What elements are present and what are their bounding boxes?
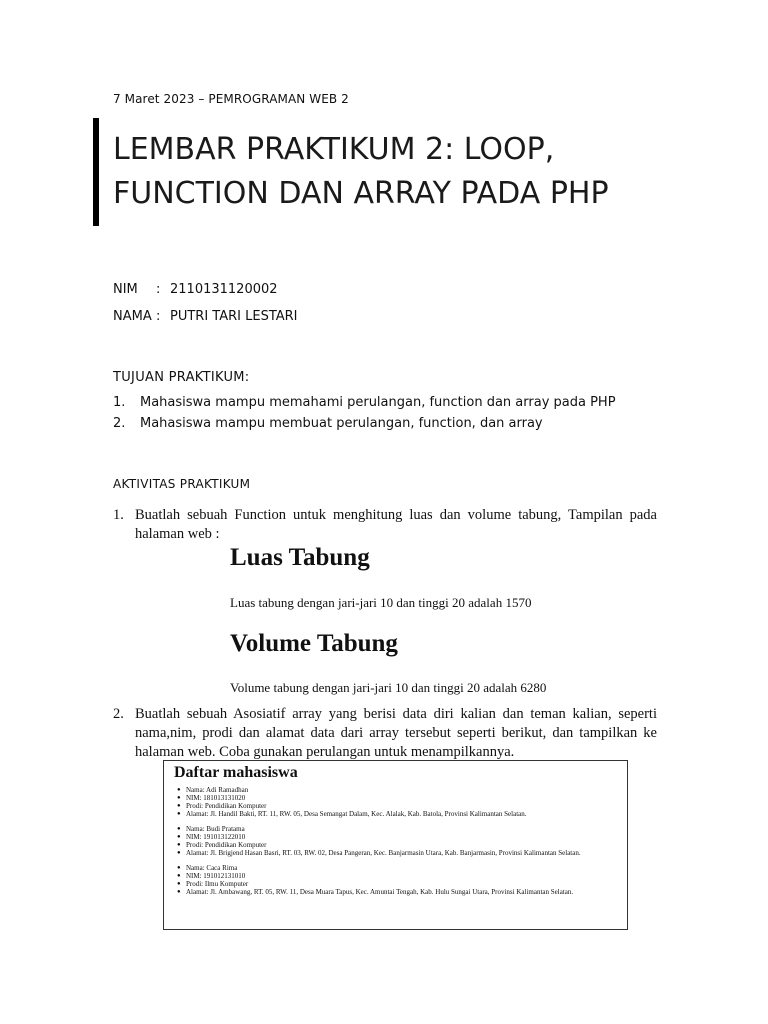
student-list-screenshot [163, 760, 628, 930]
objectives-heading: TUJUAN PRAKTIKUM: [113, 370, 250, 385]
objective-item [113, 395, 616, 410]
student-entry [174, 825, 617, 857]
student-nim: ● NIM: 191013122010 [186, 833, 617, 841]
title-line-2: FUNCTION DAN ARRAY PADA PHP [113, 176, 609, 211]
activity-number: 2. [113, 706, 124, 722]
objective-number: 1. [113, 395, 126, 410]
nim-value: 2110131120002 [170, 282, 278, 297]
student-alamat: ● Alamat: Jl. Ambawang, RT. 05, RW. 11, Desa Muara Tapus, Kec. Amuntai Tengah, Kab. Hulu Sungai Utara, Provinsi Kalimantan Selatan. [186, 888, 617, 896]
volume-heading: Volume Tabung [230, 630, 398, 657]
student-alamat: ● Alamat: Jl. Handil Bakti, RT. 11, RW. 05, Desa Semangat Dalam, Kec. Alalak, Kab. Batola, Provinsi Kalimantan Selatan. [186, 810, 617, 818]
name-label: NAMA [113, 309, 152, 324]
student-prodi: ● Prodi: Pendidikan Komputer [186, 802, 617, 810]
student-list-heading: Daftar mahasiswa [174, 764, 298, 781]
luas-text: Luas tabung dengan jari-jari 10 dan tinggi 20 adalah 1570 [230, 595, 532, 610]
title-accent-bar [93, 118, 99, 226]
nim-row [113, 282, 278, 297]
activity-text: Buatlah sebuah Asosiatif array yang berisi data diri kalian dan teman kalian, seperti nama,nim, prodi dan alamat data dari array tersebut seperti berikut, dan tampilkan ke halaman web. Coba gunakan perulangan untuk menampilkannya. [135, 706, 657, 760]
nim-separator: : [156, 282, 161, 297]
activity-item [113, 506, 657, 544]
student-nama: ● Nama: Budi Pratama [186, 825, 617, 833]
student-entry [174, 864, 617, 896]
activity-text: Buatlah sebuah Function untuk menghitung luas dan volume tabung, Tampilan pada halaman web : [135, 507, 657, 542]
nim-label: NIM [113, 282, 138, 297]
student-nim: ● NIM: 191012131010 [186, 872, 617, 880]
student-prodi: ● Prodi: Pendidikan Komputer [186, 841, 617, 849]
objective-text: Mahasiswa mampu memahami perulangan, function dan array pada PHP [140, 395, 616, 410]
activities-heading: AKTIVITAS PRAKTIKUM [113, 477, 251, 491]
student-alamat: ● Alamat: Jl. Brigjend Hasan Basri, RT. 03, RW. 02, Desa Pangeran, Kec. Banjarmasin Utara, Kab. Banjarmasin, Provinsi Kalimantan Selatan. [186, 849, 617, 857]
activity-number: 1. [113, 507, 124, 523]
objective-number: 2. [113, 416, 126, 431]
volume-text: Volume tabung dengan jari-jari 10 dan tinggi 20 adalah 6280 [230, 680, 547, 695]
luas-heading: Luas Tabung [230, 544, 370, 571]
student-nim: ● NIM: 181013131020 [186, 794, 617, 802]
name-separator: : [156, 309, 161, 324]
objective-text: Mahasiswa mampu membuat perulangan, function, dan array [140, 416, 543, 431]
student-nama: ● Nama: Adi Ramadhan [186, 786, 617, 794]
student-prodi: ● Prodi: Ilmu Komputer [186, 880, 617, 888]
title-line-1: LEMBAR PRAKTIKUM 2: LOOP, [113, 132, 555, 167]
student-entry [174, 786, 617, 818]
name-row [113, 309, 298, 324]
page-title [113, 128, 733, 216]
name-value: PUTRI TARI LESTARI [170, 309, 298, 324]
student-nama: ● Nama: Caca Rima [186, 864, 617, 872]
objective-item [113, 416, 543, 431]
activity-item [113, 705, 657, 762]
page-header: 7 Maret 2023 – PEMROGRAMAN WEB 2 [113, 92, 349, 106]
